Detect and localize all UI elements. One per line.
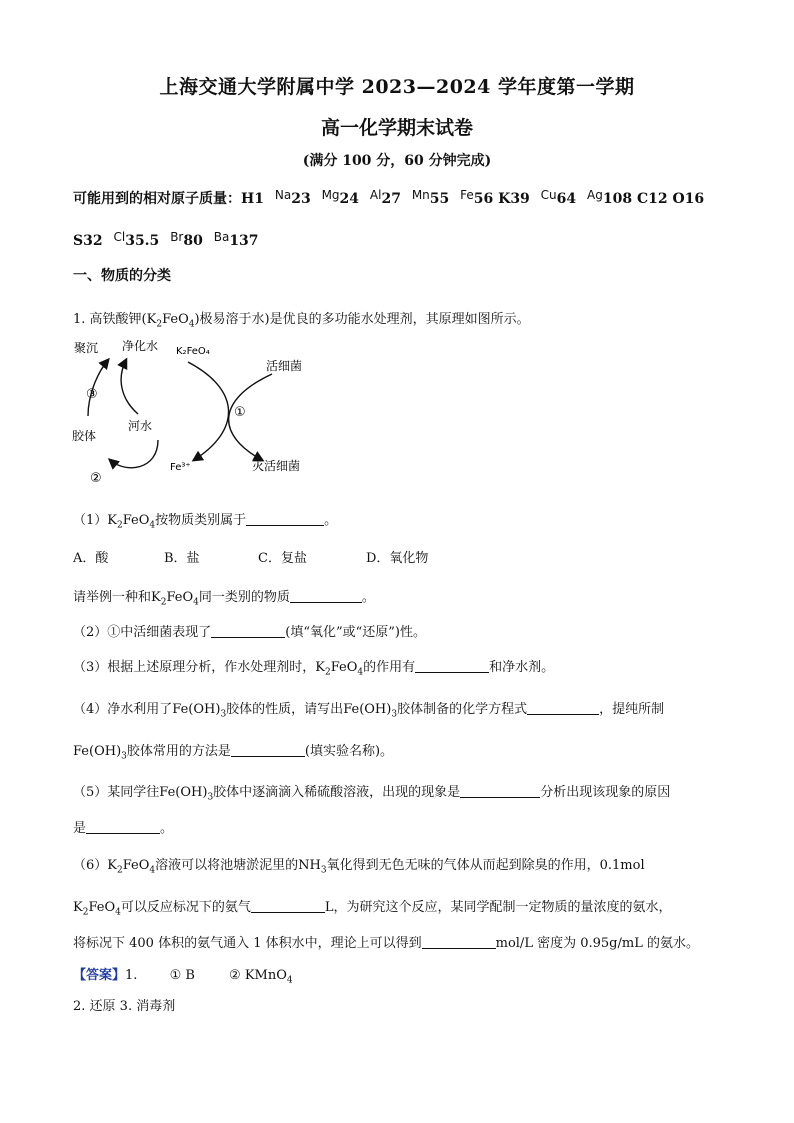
atom-mass: 39 <box>510 191 530 207</box>
question-1-part-4: （4）净水利用了$Fe(OH)_3$胶体的性质，请写出$Fe(OH)_3$胶体制备的化学方程式 ，提纯所制 <box>73 702 665 720</box>
option-d[interactable]: D．氧化物 <box>366 551 429 566</box>
answer-blank[interactable] <box>86 821 160 834</box>
answer-blank[interactable] <box>251 900 325 913</box>
arc-river-to-colloid <box>110 440 158 468</box>
question-1-part-5b: 是 。 <box>73 821 174 836</box>
atom-mass: 137 <box>229 233 259 249</box>
atom-mass: 55 <box>429 191 450 207</box>
question-1-part-6b: $K_2FeO_4$可以反应标况下的氨气 L，为研究这个反应，某同学配制一定物质的量浓度的氨水， <box>73 900 672 918</box>
label-live-bacteria: 活细菌 <box>266 359 303 373</box>
label-colloid: 胶体 <box>72 429 97 443</box>
atom-symbol: Cl <box>113 230 126 244</box>
formula-k2feo4: $K_2FeO_4$ <box>315 660 364 678</box>
section-heading: 一、物质的分类 <box>73 268 171 284</box>
formula-k2feo4: $K_2FeO_4$ <box>146 312 195 330</box>
arc-k2feo4-to-fe3 <box>188 362 229 460</box>
step-2-marker: ② <box>90 471 102 486</box>
atom-symbol: Al <box>369 188 382 202</box>
option-b[interactable]: B．盐 <box>164 551 200 566</box>
label-river-water: 河水 <box>128 419 153 433</box>
atom-symbol: Mg <box>321 188 340 202</box>
atom-mass: 80 <box>183 233 203 249</box>
atom-mass: 27 <box>381 191 401 207</box>
arc-river-to-clean <box>121 360 138 414</box>
question-1-part-1: $(1)K_2FeO_4$按物质类别属于 。 <box>73 513 338 531</box>
atom-mass: 23 <box>291 191 311 207</box>
atom-symbol: H <box>241 191 255 207</box>
answer-blank[interactable] <box>211 625 285 638</box>
question-1-part-4b: $Fe(OH)_3$胶体常用的方法是 (填实验名称)。 <box>73 744 394 762</box>
question-1-part-6: $(6)K_2FeO_4$溶液可以将池塘淤泥里的$NH_3$氧化得到无色无味的气体从而起到除臭的作用，0.1mol <box>73 858 645 876</box>
label-fe3: Fe³⁺ <box>170 462 191 473</box>
answer-blank[interactable] <box>290 590 362 603</box>
atom-symbol: Mn <box>411 188 430 202</box>
question-1-stem <box>73 308 530 330</box>
formula-k2feo4: $K_2FeO_4$ <box>73 900 121 918</box>
atom-symbol: O <box>672 191 685 207</box>
formula-feoh3: $Fe(OH)_3$ <box>172 702 227 720</box>
atom-mass: 108 <box>602 191 633 207</box>
formula-feoh3: $Fe(OH)_3$ <box>73 744 127 762</box>
question-1-part-1b: 请举例一种和$K_2FeO_4$同一类别的物质 。 <box>73 590 375 608</box>
atomic-masses-prefix: 可能用到的相对原子质量： <box>73 191 241 207</box>
atom-symbol: Na <box>274 188 292 202</box>
atom-mass: 56 <box>473 191 494 207</box>
formula-nh3: $NH_3$ <box>298 858 327 876</box>
formula-k2feo4: $K_2FeO_4$ <box>151 590 199 608</box>
answer-blank[interactable] <box>415 660 489 673</box>
answer-blank[interactable] <box>527 702 599 715</box>
answer-blank[interactable] <box>246 513 324 526</box>
exam-note: (满分 100 分，60 分钟完成) <box>302 153 492 169</box>
formula-feoh3: $Fe(OH)_3$ <box>343 702 398 720</box>
atom-symbol: Ba <box>213 230 230 244</box>
formula-k2feo4: $K_2FeO_4$ <box>107 858 156 876</box>
atom-mass: 24 <box>339 191 360 207</box>
answer-kmno4: ② KMnO$_4$ <box>229 968 293 986</box>
atom-symbol: Fe <box>460 188 474 202</box>
question-1-part-5: （5）某同学往$Fe(OH)_3$胶体中逐滴滴入稀硫酸溶液，出现的现象是 分析出现该现象的原因 <box>73 785 671 803</box>
formula-feoh3: $Fe(OH)_3$ <box>159 785 214 803</box>
stem-text: 1. 高铁酸钾( <box>73 312 147 327</box>
atom-mass: 64 <box>556 191 577 207</box>
atomic-masses-row1 <box>73 188 704 208</box>
atom-mass: 32 <box>83 233 103 249</box>
answer-tag: 【答案】 <box>73 968 126 983</box>
atomic-masses-row2 <box>73 230 259 249</box>
question-1-part-2: （2）①中活细菌表现了 (填“氧化”或“还原”)性。 <box>73 625 427 640</box>
option-c[interactable]: C．复盐 <box>258 551 307 566</box>
label-k2feo4: K₂FeO₄ <box>176 346 210 357</box>
atom-symbol: Cu <box>540 188 557 202</box>
step-1-marker: ① <box>234 405 246 420</box>
question-1-part-3: （3）根据上述原理分析，作水处理剂时，$K_2FeO_4$的作用有 和净水剂。 <box>73 660 555 678</box>
option-a[interactable]: A．酸 <box>73 551 109 566</box>
water-treatment-diagram <box>66 330 326 490</box>
exam-subtitle: 高一化学期末试卷 <box>320 117 473 139</box>
stem-text: )极易溶于水)是优良的多功能水处理剂，其原理如图所示。 <box>194 312 530 327</box>
atom-mass: 1 <box>254 191 264 207</box>
answer-blank[interactable] <box>460 785 540 798</box>
label-sediment: 聚沉 <box>74 341 99 355</box>
atom-mass: 16 <box>684 191 705 207</box>
atom-mass: 35.5 <box>125 233 160 249</box>
question-1-part-6c: 将标况下 400 体积的氨气通入 1 体积水中，理论上可以得到 mol/L 密度为 0.95g/mL 的氨水。 <box>73 936 699 951</box>
answer-blank[interactable] <box>231 744 305 757</box>
atom-symbol: Br <box>170 230 184 244</box>
atom-symbol: Ag <box>587 188 603 202</box>
exam-title: 上海交通大学附属中学 2023—2024 学年度第一学期 <box>159 76 635 98</box>
step-3-marker: ③ <box>86 387 98 402</box>
formula-k2feo4: $K_2FeO_4$ <box>107 513 156 531</box>
answer-line-2: 2. 还原 3. 消毒剂 <box>73 999 176 1014</box>
answer-blank[interactable] <box>422 936 496 949</box>
answer-line-1: 【答案】1. ① B ② KMnO$_4$ <box>73 968 293 986</box>
atom-mass: 12 <box>648 191 668 207</box>
label-clean-water: 净化水 <box>122 339 159 353</box>
label-dead-bacteria: 灭活细菌 <box>252 459 301 473</box>
atom-symbol: K <box>498 191 511 207</box>
atom-symbol: C <box>636 191 649 207</box>
atom-symbol: S <box>73 233 84 249</box>
